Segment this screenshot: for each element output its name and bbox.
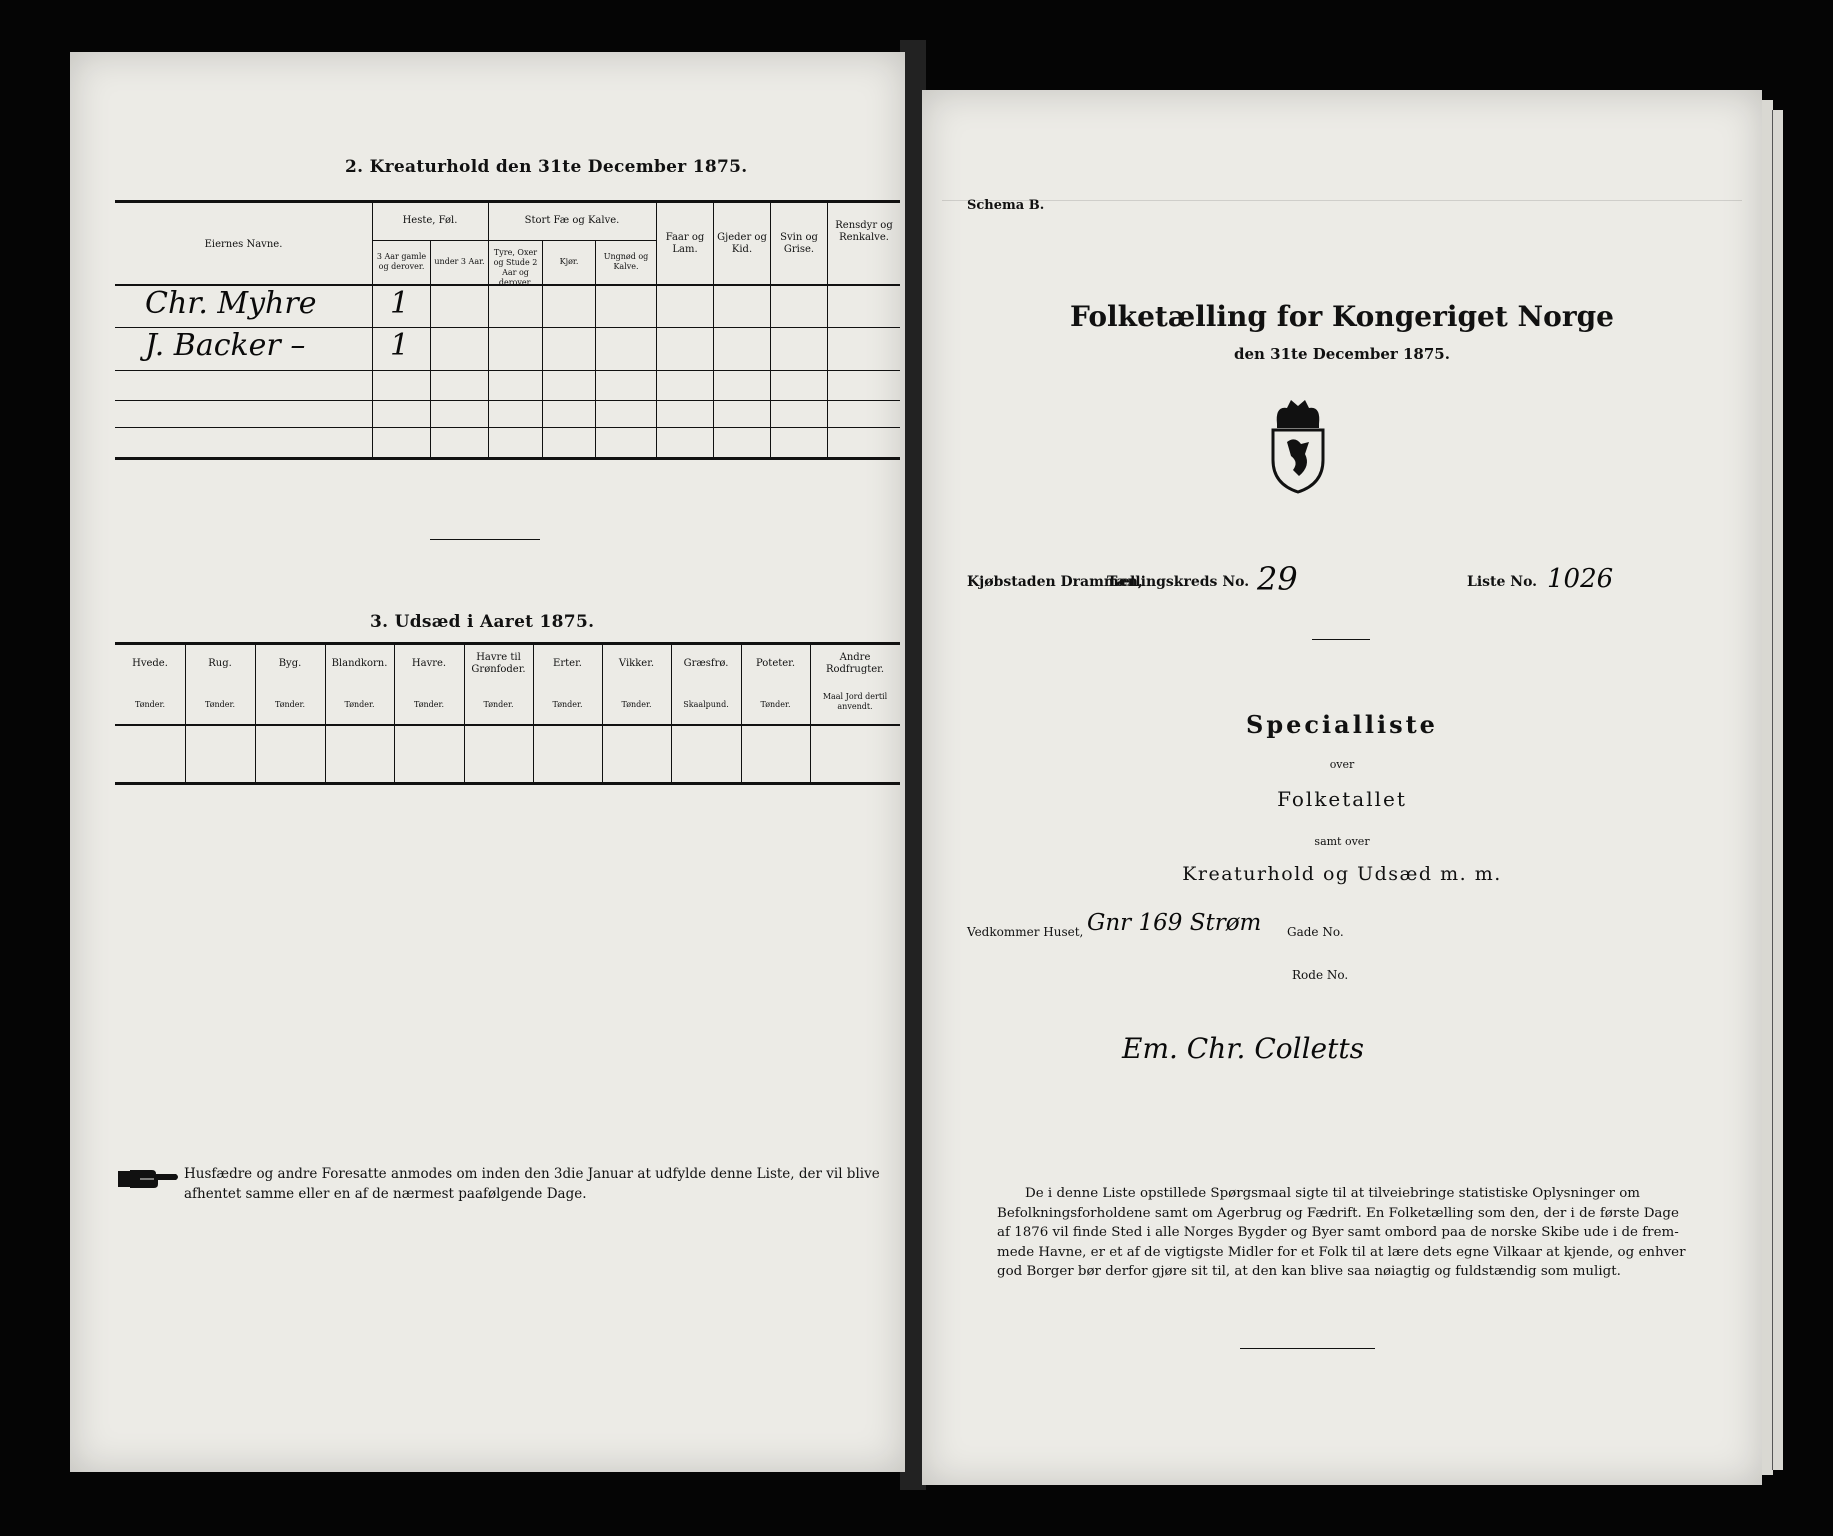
pigs-header: Svin og Grise.	[780, 232, 818, 255]
district-label: Tællingskreds No.	[1107, 574, 1250, 590]
seed-unit-peas: Tønder.	[552, 700, 583, 709]
seed-unit-barley: Tønder.	[274, 700, 306, 709]
seed-header-rye: Rug.	[208, 658, 232, 669]
seed-header-roots: Andre Rodfrugter.	[825, 652, 885, 675]
horses-old-1: 1	[390, 286, 410, 321]
info-line-4: mede Havne, er et af de vigtigste Midler for et Folk til at lære dets egne Vilkaar at kjende, og enhver	[997, 1244, 1686, 1260]
seed-header-vetch: Vikker.	[618, 658, 655, 669]
left-page	[70, 52, 905, 1472]
page-edge	[1772, 110, 1783, 1470]
samt-over: samt over	[1314, 835, 1370, 848]
right-page	[922, 90, 1762, 1485]
coat-of-arms-icon	[1265, 398, 1331, 494]
notice-text	[184, 1164, 880, 1204]
seed-header-oats: Havre.	[411, 658, 447, 669]
seed-unit-oats: Tønder.	[413, 700, 445, 709]
seed-header-peas: Erter.	[553, 658, 582, 669]
cattle-young-header: Ungnød og Kalve.	[603, 252, 649, 271]
owner-name-1: Chr. Myhre	[145, 286, 317, 321]
owner-header: Eiernes Navne.	[204, 239, 283, 250]
info-line-1: De i denne Liste opstillede Spørgsmaal sigte til at tilveiebringe statistiske Oplysninger om	[1025, 1186, 1640, 1201]
seed-unit-rye: Tønder.	[204, 700, 236, 709]
vedkommer-label: Vedkommer Huset,	[967, 925, 1084, 939]
kreaturhold-heading: Kreaturhold og Udsæd m. m.	[1182, 863, 1502, 885]
horses-old-header: 3 Aar gamle og derover.	[376, 252, 427, 271]
pointing-hand-icon	[118, 1166, 180, 1192]
notice-line-1: Husfædre og andre Foresatte anmodes om inden den 3die Januar at udfylde denne Liste, der vil blive	[184, 1166, 880, 1182]
sheep-header: Faar og Lam.	[665, 232, 705, 255]
seed-unit-green-oats: Tønder.	[483, 700, 514, 709]
district-number: 29	[1257, 560, 1298, 598]
info-line-5: god Borger bør derfor gjøre sit til, at den kan blive saa nøiagtig og fuldstændig som muligt.	[997, 1264, 1621, 1279]
horses-young-header: under 3 Aar.	[434, 257, 485, 266]
census-title: Folketælling for Kongeriget Norge	[1070, 300, 1614, 333]
seed-unit-grass: Skaalpund.	[683, 700, 729, 709]
schema-label: Schema B.	[967, 198, 1045, 213]
list-label: Liste No.	[1467, 574, 1538, 590]
town-label: Kjøbstaden Drammen,	[967, 574, 1143, 590]
seed-header-wheat: Hvede.	[132, 658, 168, 669]
over-1: over	[1329, 758, 1355, 771]
seed-unit-roots: Maal Jord dertil anvendt.	[822, 692, 888, 711]
seed-unit-mixed: Tønder.	[344, 700, 375, 709]
rode-label: Rode No.	[1292, 968, 1349, 982]
seed-header-green-oats: Havre til Grønfoder.	[471, 652, 526, 675]
section2-title: 2. Kreaturhold den 31te December 1875.	[345, 157, 748, 177]
seed-unit-wheat: Tønder.	[134, 700, 166, 709]
cattle-header: Stort Fæ og Kalve.	[524, 215, 620, 226]
cattle-cows-header: Kjør.	[559, 257, 579, 266]
info-line-2: Befolkningsforholdene samt om Agerbrug og Fædrift. En Folketælling som den, der i de første Dage	[997, 1205, 1679, 1221]
seed-header-potatoes: Poteter.	[755, 658, 796, 669]
horses-old-2: 1	[390, 328, 410, 363]
census-date: den 31te December 1875.	[1234, 345, 1450, 363]
info-line-3: af 1876 vil finde Sted i alle Norges Bygder og Byer samt ombord paa de norske Skibe ude i de frem-	[997, 1225, 1679, 1240]
info-paragraph	[997, 1184, 1697, 1282]
list-number: 1026	[1547, 564, 1614, 594]
seed-header-barley: Byg.	[278, 658, 302, 669]
goats-header: Gjeder og Kid.	[717, 232, 767, 255]
specialliste-heading: Specialliste	[1246, 710, 1438, 739]
reindeer-header: Rensdyr og Renkalve.	[835, 220, 893, 243]
bottom-rule	[1240, 1348, 1375, 1349]
notice-line-2: afhentet samme eller en af de nærmest paafølgende Dage.	[184, 1186, 587, 1202]
horses-header: Heste, Føl.	[402, 215, 458, 226]
gade-label: Gade No.	[1287, 925, 1344, 939]
cattle-bulls-header: Tyre, Oxer og Stude 2 Aar og derover.	[493, 248, 538, 287]
section3-title: 3. Udsæd i Aaret 1875.	[370, 612, 595, 632]
signature: Em. Chr. Colletts	[1122, 1032, 1364, 1065]
seed-unit-vetch: Tønder.	[621, 700, 652, 709]
house-handwritten: Gnr 169 Strøm	[1087, 910, 1262, 936]
seed-header-mixed: Blandkorn.	[331, 658, 388, 669]
owner-name-2: J. Backer –	[145, 328, 306, 363]
ornament-rule	[1312, 639, 1370, 640]
folketallet-heading: Folketallet	[1277, 787, 1407, 811]
seed-unit-potatoes: Tønder.	[760, 700, 791, 709]
seed-header-grass: Græsfrø.	[683, 658, 729, 669]
separator-rule	[430, 539, 540, 540]
